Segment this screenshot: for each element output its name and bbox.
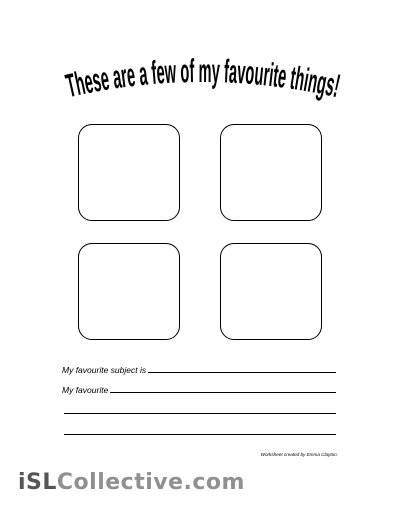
worksheet-title: These are a few of my favourite things! [62, 51, 350, 106]
site-watermark [18, 470, 245, 495]
answer-blank[interactable] [110, 392, 336, 393]
picture-box-1 [78, 124, 180, 221]
picture-box-4 [220, 243, 322, 340]
watermark-brand-prefix: iSL [18, 470, 57, 495]
answer-blank[interactable] [148, 372, 336, 373]
picture-box-2 [220, 124, 322, 221]
answer-line-blank-2[interactable] [62, 420, 336, 436]
answer-line-subject[interactable] [62, 358, 336, 374]
answer-line-label: My favourite subject is [62, 364, 147, 375]
answer-blank[interactable] [64, 434, 336, 435]
worksheet-title-graphic [0, 40, 400, 110]
answer-line-favourite[interactable] [62, 378, 336, 394]
answer-line-label: My favourite [62, 384, 109, 395]
answer-line-blank-1[interactable] [62, 399, 336, 415]
worksheet-credit: Worksheet created by Emma Clayton. [260, 452, 338, 457]
watermark-brand-suffix: Collective.com [56, 470, 245, 495]
answer-blank[interactable] [64, 413, 336, 414]
worksheet-title-area [0, 40, 400, 110]
picture-box-3 [78, 243, 180, 340]
